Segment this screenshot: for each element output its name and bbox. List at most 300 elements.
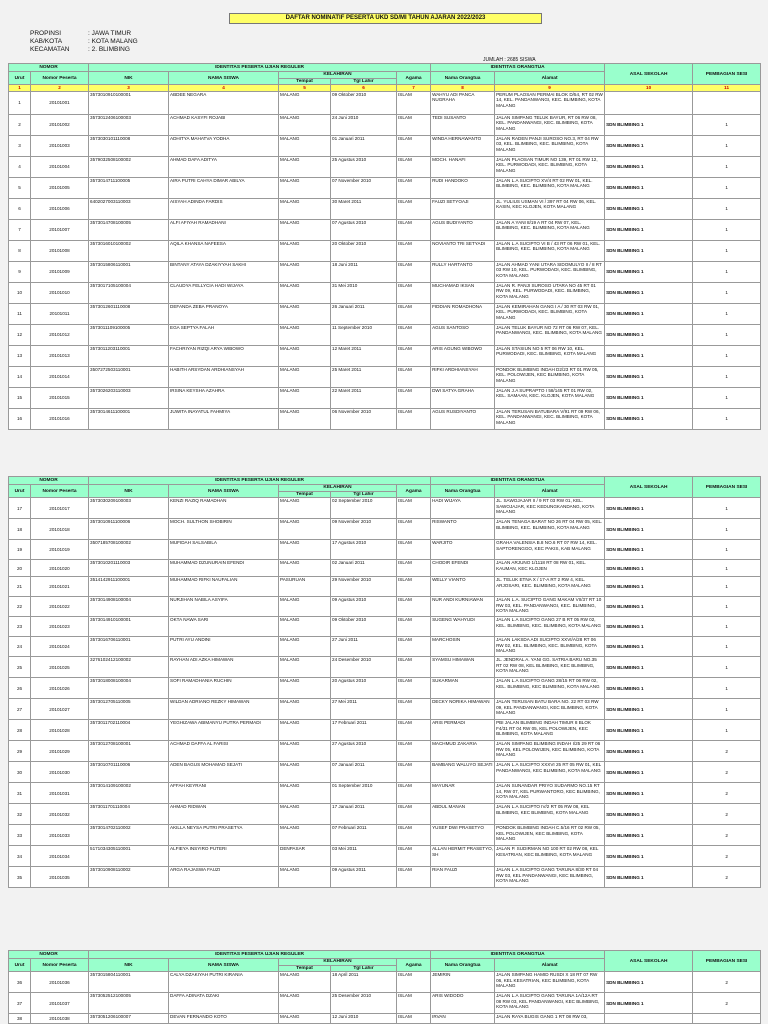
row-nik: 3573012601110008 bbox=[89, 303, 169, 324]
row-nomor-peserta: 20101031 bbox=[31, 783, 89, 804]
row-nama-siswa: MUFIDAH SALSABILA bbox=[169, 540, 279, 560]
row-nama-orangtua: JEMIRIN bbox=[431, 972, 495, 993]
table-row bbox=[9, 324, 761, 345]
table-row bbox=[9, 560, 761, 577]
row-nomor-peserta: 20101002 bbox=[31, 114, 89, 135]
row-sesi: 1 bbox=[693, 617, 761, 637]
row-nomor-peserta: 20101005 bbox=[31, 177, 89, 198]
row-nomor-peserta: 20101007 bbox=[31, 219, 89, 240]
table-row bbox=[9, 387, 761, 408]
row-alamat: PONDOK BLIMBING INDAH C.5/16 RT 02 RW 05, KEL POLOWIJEN, KEC BLIMBING, KOTA MALANG bbox=[495, 825, 605, 846]
row-asal-sekolah: SDN BLIMBING 1 bbox=[605, 240, 693, 261]
row-sesi: 1 bbox=[693, 387, 761, 408]
column-number: 11 bbox=[693, 85, 761, 91]
column-number: 2 bbox=[31, 85, 89, 91]
row-tempat: MALANG bbox=[279, 324, 331, 345]
table-row bbox=[9, 741, 761, 762]
row-nik: 3573010910100001 bbox=[89, 91, 169, 114]
row-nama-orangtua: MACHMUD ZAKARIA bbox=[431, 741, 495, 762]
row-nama-orangtua: MOCH. HANAFI bbox=[431, 156, 495, 177]
header-pembagian-sesi: PEMBAGIAN SESI bbox=[693, 951, 761, 972]
row-nomor-peserta: 20101018 bbox=[31, 519, 89, 540]
row-nama-siswa: DAFFA ADINATA DZAKI bbox=[169, 993, 279, 1014]
row-tempat: MALANG bbox=[279, 198, 331, 219]
row-sesi: 1 bbox=[693, 114, 761, 135]
header-nama-orangtua: Nama Orangtua bbox=[431, 959, 495, 972]
row-alamat: JALAN L.A. SUCIPTO GANG MAKAM VII/37 RT 10 RW 03, KEL. PANDANWANGI, KEC. BLIMBING, KOTA MALANG bbox=[495, 597, 605, 617]
row-nama-orangtua: HADI WIJAYA bbox=[431, 498, 495, 519]
student-table-2 bbox=[8, 476, 761, 888]
district-value: : 2. BLIMBING bbox=[88, 46, 130, 53]
table-row bbox=[9, 135, 761, 156]
row-nama-orangtua: MAYUNAR bbox=[431, 783, 495, 804]
row-sesi: 1 bbox=[693, 720, 761, 741]
row-nomor-peserta: 20101015 bbox=[31, 387, 89, 408]
row-asal-sekolah: SDN BLIMBING 1 bbox=[605, 261, 693, 282]
row-tgl-lahir: 02 September 2010 bbox=[331, 498, 397, 519]
row-nama-siswa: AIRA PUTRI CAHYA DIMAR ABILYA bbox=[169, 177, 279, 198]
row-alamat: JALAN L.A SUCIPTO XXXVI 25 RT 05 RW 01, KEL PANDANWANGI, KEC BLIMBING, KOTA MALANG bbox=[495, 762, 605, 783]
row-nama-orangtua: WELLY VIANTO bbox=[431, 577, 495, 597]
row-nomor-peserta: 20101010 bbox=[31, 282, 89, 303]
row-sesi: 1 bbox=[693, 540, 761, 560]
row-alamat: JALAN SUNANDAR PRIYO SUDARMO NO.15 RT 14, RW 07, KEL PURWANTORO, KEC BLIMBING, KOTA MALANG bbox=[495, 783, 605, 804]
row-nama-orangtua: FAUZI SETYOAJI bbox=[431, 198, 495, 219]
row-nomor-peserta: 20101037 bbox=[31, 993, 89, 1014]
row-asal-sekolah: SDN BLIMBING 1 bbox=[605, 762, 693, 783]
table-row bbox=[9, 156, 761, 177]
row-tgl-lahir: 03 Mei 2011 bbox=[331, 846, 397, 867]
row-nik: 3573015804110001 bbox=[89, 972, 169, 993]
row-tgl-lahir: 18 April 2011 bbox=[331, 972, 397, 993]
row-urut: 27 bbox=[9, 699, 31, 720]
row-nama-orangtua: FIDDIAN ROMADHONA bbox=[431, 303, 495, 324]
row-agama: ISLAM bbox=[397, 657, 431, 678]
row-tgl-lahir: 09 Agustus 2010 bbox=[331, 597, 397, 617]
row-alamat: JALAN L.A SUCIPTO GANG 27 B RT 05 RW 02, KEL. BLIMBING, KEC. BLIMBING, KOTA MALANG bbox=[495, 617, 605, 637]
row-agama: ISLAM bbox=[397, 846, 431, 867]
row-agama: ISLAM bbox=[397, 114, 431, 135]
row-sesi: 1 bbox=[693, 408, 761, 429]
row-urut: 15 bbox=[9, 387, 31, 408]
row-alamat: JALAN TELUK BAYUR NO 72 RT 06 RW 07, KEL. PANDANWANGI, KEC. BLIMBING, KOTA MALANG bbox=[495, 324, 605, 345]
row-asal-sekolah: SDN BLIMBING 1 bbox=[605, 177, 693, 198]
header-nama-orangtua: Nama Orangtua bbox=[431, 72, 495, 85]
row-urut: 23 bbox=[9, 617, 31, 637]
row-sesi: 1 bbox=[693, 699, 761, 720]
row-agama: ISLAM bbox=[397, 597, 431, 617]
table-row bbox=[9, 519, 761, 540]
row-tgl-lahir: 25 Desember 2010 bbox=[331, 993, 397, 1014]
header-identitas: IDENTITAS PESERTA UJIAN REGULER bbox=[89, 64, 431, 72]
row-urut: 25 bbox=[9, 657, 31, 678]
row-sesi: 2 bbox=[693, 783, 761, 804]
row-tempat: MALANG bbox=[279, 261, 331, 282]
row-nama-siswa: HABITH ARSYDAN ARDHIANSYAH bbox=[169, 366, 279, 387]
row-urut: 5 bbox=[9, 177, 31, 198]
row-sesi: 2 bbox=[693, 972, 761, 993]
row-nik: 3573014711100005 bbox=[89, 177, 169, 198]
table-row bbox=[9, 972, 761, 993]
row-tempat: MALANG bbox=[279, 637, 331, 657]
row-tgl-lahir: 07 Februari 2011 bbox=[331, 825, 397, 846]
row-nama-orangtua: AGUS SANTOSO bbox=[431, 324, 495, 345]
row-nama-siswa: ALFI AFIYAH RAMADHANI bbox=[169, 219, 279, 240]
row-tgl-lahir: 25 Agustus 2010 bbox=[331, 156, 397, 177]
row-tempat: MALANG bbox=[279, 240, 331, 261]
row-nomor-peserta: 20101030 bbox=[31, 762, 89, 783]
row-agama: ISLAM bbox=[397, 135, 431, 156]
row-asal-sekolah: SDN BLIMBING 1 bbox=[605, 135, 693, 156]
row-alamat: JALAN L.A SUCIPTO GANG 28/15 RT 06 RW 02, KEL. BLIMBING, KEC BLIMBING, KOTA MALANG bbox=[495, 678, 605, 699]
row-tempat: MALANG bbox=[279, 540, 331, 560]
row-nama-siswa: ACHMAD DAFFA AL FARISI bbox=[169, 741, 279, 762]
row-agama: ISLAM bbox=[397, 540, 431, 560]
row-sesi: 2 bbox=[693, 993, 761, 1014]
row-nama-orangtua: RIAN FAUZI bbox=[431, 867, 495, 888]
row-nik: 3573030101110008 bbox=[89, 135, 169, 156]
row-nik: 5171034305110001 bbox=[89, 846, 169, 867]
row-alamat: JALAN P. SUDIRMAN NO 100 RT 02 RW 08, KEL KESATRIAN, KEC BLIMBING, KOTA MALANG bbox=[495, 846, 605, 867]
header-alamat: Alamat bbox=[495, 72, 605, 85]
row-urut: 3 bbox=[9, 135, 31, 156]
row-nama-siswa: OKTA NAWA SARI bbox=[169, 617, 279, 637]
row-agama: ISLAM bbox=[397, 762, 431, 783]
row-alamat: JALAN J.A SUPRAPTO I 58/145 RT 01 RW 02, KEL. SAMAAN, KEC. KLOJEN, KOTA MALANG bbox=[495, 387, 605, 408]
row-nik: 3276102412100002 bbox=[89, 657, 169, 678]
row-nik: 3573014910100001 bbox=[89, 617, 169, 637]
row-nik: 3573010908110002 bbox=[89, 867, 169, 888]
row-agama: ISLAM bbox=[397, 825, 431, 846]
row-tempat: MALANG bbox=[279, 993, 331, 1014]
row-sesi: 1 bbox=[693, 345, 761, 366]
row-alamat: JALAN TERUSAN BATUBARA V/91 RT 09 RW 06, KEL. PANDANWANGI, KEC. BLIMBING, KOTA MALANG bbox=[495, 408, 605, 429]
row-nomor-peserta: 20101008 bbox=[31, 240, 89, 261]
row-nomor-peserta: 20101017 bbox=[31, 498, 89, 519]
table-row bbox=[9, 804, 761, 825]
table-row bbox=[9, 540, 761, 560]
row-tempat: MALANG bbox=[279, 156, 331, 177]
header-nik: NIK bbox=[89, 959, 169, 972]
header-urut: Urut bbox=[9, 72, 31, 85]
row-alamat: JALAN KEMIRAHAN GANG I A / 30 RT 03 RW 01, KEL. PURWODADI, KEC. BLIMBING, KOTA MALANG bbox=[495, 303, 605, 324]
header-nomor: NOMOR bbox=[9, 64, 89, 72]
row-asal-sekolah: SDN BLIMBING 1 bbox=[605, 678, 693, 699]
row-nomor-peserta: 20101028 bbox=[31, 720, 89, 741]
row-tgl-lahir: 07 Agustus 2010 bbox=[331, 219, 397, 240]
row-nomor-peserta: 20101032 bbox=[31, 804, 89, 825]
row-tgl-lahir: 01 September 2010 bbox=[331, 783, 397, 804]
row-tempat: MALANG bbox=[279, 498, 331, 519]
row-nama-orangtua: RIFKI ARDHIANSYAH bbox=[431, 366, 495, 387]
header-tempat: Tempat bbox=[279, 492, 331, 498]
row-nomor-peserta: 20101004 bbox=[31, 156, 89, 177]
row-tgl-lahir: 02 Januari 2011 bbox=[331, 560, 397, 577]
row-sesi: 1 bbox=[693, 135, 761, 156]
row-tgl-lahir: 31 Mei 2010 bbox=[331, 282, 397, 303]
header-asal-sekolah: ASAL SEKOLAH bbox=[605, 477, 693, 498]
row-asal-sekolah: SDN BLIMBING 1 bbox=[605, 972, 693, 993]
row-tgl-lahir: 09 November 2010 bbox=[331, 519, 397, 540]
row-agama: ISLAM bbox=[397, 156, 431, 177]
column-number: 1 bbox=[9, 85, 31, 91]
row-nama-orangtua: SUGENG WAHYUDI bbox=[431, 617, 495, 637]
row-sesi bbox=[693, 1014, 761, 1024]
row-tempat: MALANG bbox=[279, 1014, 331, 1024]
row-tgl-lahir: 24 Desember 2010 bbox=[331, 657, 397, 678]
student-total: JUMLAH : 2685 SISWA bbox=[483, 57, 536, 63]
row-nik: 3573014109100002 bbox=[89, 783, 169, 804]
row-nomor-peserta: 20101013 bbox=[31, 345, 89, 366]
table-row bbox=[9, 657, 761, 678]
row-sesi: 2 bbox=[693, 762, 761, 783]
row-nama-orangtua: RISWANTO bbox=[431, 519, 495, 540]
row-alamat: PERUM PLAOSAN PERMAI BLOK D/54, RT 02 RW 14, KEL. PANDANWANGI, KEC. BLIMBING, KOTA MALANG bbox=[495, 91, 605, 114]
row-tempat: MALANG bbox=[279, 867, 331, 888]
header-tempat: Tempat bbox=[279, 966, 331, 972]
header-orangtua: IDENTITAS ORANGTUA bbox=[431, 477, 605, 485]
row-tempat: MALANG bbox=[279, 678, 331, 699]
row-nik: 3573010201110003 bbox=[89, 560, 169, 577]
row-sesi: 2 bbox=[693, 804, 761, 825]
row-tempat: MALANG bbox=[279, 825, 331, 846]
row-asal-sekolah: SDN BLIMBING 1 bbox=[605, 345, 693, 366]
row-asal-sekolah: SDN BLIMBING 1 bbox=[605, 540, 693, 560]
row-nama-siswa: AQILA KHANSA NAFEESA bbox=[169, 240, 279, 261]
row-sesi: 1 bbox=[693, 597, 761, 617]
row-agama: ISLAM bbox=[397, 617, 431, 637]
column-number: 3 bbox=[89, 85, 169, 91]
row-tempat: MALANG bbox=[279, 177, 331, 198]
row-nama-siswa: ABDEE NEGARA bbox=[169, 91, 279, 114]
row-tempat: MALANG bbox=[279, 720, 331, 741]
row-nik: 3514142911100001 bbox=[89, 577, 169, 597]
row-alamat: JALAN PLAOSAN TIMUR NO 139, RT 01 RW 12, KEL. PURWODADI, KEC. BLIMBING, KOTA MALANG bbox=[495, 156, 605, 177]
column-number: 8 bbox=[431, 85, 495, 91]
header-nomor-peserta: Nomor Peserta bbox=[31, 485, 89, 498]
province-value: : JAWA TIMUR bbox=[88, 30, 132, 37]
row-nama-siswa: ALFIEYA INSYIRO PUTERI bbox=[169, 846, 279, 867]
row-alamat: PBI JALAN BLIMBING INDAH TIMUR 8 BLOK F4/31 RT 04 RW 05, KEL POLOWIJEN, KEC BLIMBING, KOTA MALANG bbox=[495, 720, 605, 741]
row-tempat: PASURUAN bbox=[279, 577, 331, 597]
row-alamat: JL. JENDRAL A. YANI GG. SATRIA BARU NO.35 RT 02 RW 08, KEL BLIMBING, KEC BLIMBING, KOTA MALANG bbox=[495, 657, 605, 678]
row-sesi: 2 bbox=[693, 846, 761, 867]
column-number: 6 bbox=[331, 85, 397, 91]
row-agama: ISLAM bbox=[397, 240, 431, 261]
region-info bbox=[30, 30, 138, 54]
row-nomor-peserta: 20101023 bbox=[31, 617, 89, 637]
row-agama: ISLAM bbox=[397, 282, 431, 303]
row-alamat: JALAN L.A SUCIPTO GANG TARUNA 8/30 RT 04 RW 03, KEL PANDANWANGI, KEC BLIMBING, KOTA MALANG bbox=[495, 867, 605, 888]
row-asal-sekolah: SDN BLIMBING 1 bbox=[605, 219, 693, 240]
row-nama-siswa: ARGA RAJASWA FAUZI bbox=[169, 867, 279, 888]
row-agama: ISLAM bbox=[397, 560, 431, 577]
student-table-3 bbox=[8, 950, 761, 1024]
row-asal-sekolah: SDN BLIMBING 1 bbox=[605, 282, 693, 303]
row-tempat: MALANG bbox=[279, 804, 331, 825]
row-tempat: MALANG bbox=[279, 519, 331, 540]
row-sesi: 1 bbox=[693, 198, 761, 219]
row-asal-sekolah: SDN BLIMBING 1 bbox=[605, 519, 693, 540]
row-nama-siswa: DEFANDA ZEBA PRANOYA bbox=[169, 303, 279, 324]
column-number: 7 bbox=[397, 85, 431, 91]
row-sesi: 2 bbox=[693, 825, 761, 846]
row-alamat: JALAN TENAGA BARAT NO 26 RT 04 RW 05, KEL. BLIMBING, KEC. BLIMBING, KOTA MALANG bbox=[495, 519, 605, 540]
row-agama: ISLAM bbox=[397, 408, 431, 429]
row-sesi: 1 bbox=[693, 324, 761, 345]
row-agama: ISLAM bbox=[397, 1014, 431, 1024]
row-tempat: MALANG bbox=[279, 762, 331, 783]
header-urut: Urut bbox=[9, 959, 31, 972]
row-nomor-peserta: 20101019 bbox=[31, 540, 89, 560]
row-alamat: JALAN SIMPANG BLIMBING INDAH I/25 29 RT 06 RW 05, KEL POLOWIJEN, KEC BLIMBING, KOTA MALANG bbox=[495, 741, 605, 762]
row-tgl-lahir: 20 Oktober 2010 bbox=[331, 240, 397, 261]
table-row bbox=[9, 783, 761, 804]
column-number: 4 bbox=[169, 85, 279, 91]
table-row bbox=[9, 678, 761, 699]
row-tgl-lahir: 26 Januari 2011 bbox=[331, 303, 397, 324]
row-tempat: MALANG bbox=[279, 345, 331, 366]
row-tgl-lahir: 12 Maret 2011 bbox=[331, 345, 397, 366]
row-tgl-lahir: 06 November 2010 bbox=[331, 408, 397, 429]
row-urut: 17 bbox=[9, 498, 31, 519]
row-sesi: 1 bbox=[693, 498, 761, 519]
row-nik: 3573026203110003 bbox=[89, 387, 169, 408]
row-nik: 3573012708100001 bbox=[89, 741, 169, 762]
row-nama-orangtua: NOVIANTO TRI SETYADI bbox=[431, 240, 495, 261]
row-asal-sekolah: SDN BLIMBING 1 bbox=[605, 720, 693, 741]
row-nama-orangtua: BAMBANG WALUYO SEJATI bbox=[431, 762, 495, 783]
row-urut: 22 bbox=[9, 597, 31, 617]
row-urut: 37 bbox=[9, 993, 31, 1014]
row-nama-siswa: BINTANY ATAYA DZAKIYYAH SAKHI bbox=[169, 261, 279, 282]
header-kelahiran: KELAHIRAN bbox=[279, 485, 397, 492]
row-nomor-peserta: 20101006 bbox=[31, 198, 89, 219]
row-sesi: 1 bbox=[693, 177, 761, 198]
city-value: : KOTA MALANG bbox=[88, 38, 138, 45]
row-alamat: JL. YULIUS USMAN VI / 397 RT 04 RW 06, KEL. KASIN, KEC KLOJEN, KOTA MALANG bbox=[495, 198, 605, 219]
row-urut: 32 bbox=[9, 804, 31, 825]
row-nomor-peserta: 20101003 bbox=[31, 135, 89, 156]
header-asal-sekolah: ASAL SEKOLAH bbox=[605, 64, 693, 85]
row-asal-sekolah: SDN BLIMBING 1 bbox=[605, 617, 693, 637]
row-tempat: MALANG bbox=[279, 282, 331, 303]
row-agama: ISLAM bbox=[397, 387, 431, 408]
header-alamat: Alamat bbox=[495, 485, 605, 498]
row-nomor-peserta: 20101025 bbox=[31, 657, 89, 678]
row-tgl-lahir: 09 Oktober 2010 bbox=[331, 617, 397, 637]
row-nomor-peserta: 20101020 bbox=[31, 560, 89, 577]
row-nama-orangtua: YUSEF DWI PRASETYO bbox=[431, 825, 495, 846]
row-urut: 21 bbox=[9, 577, 31, 597]
header-identitas: IDENTITAS PESERTA UJIAN REGULER bbox=[89, 951, 431, 959]
row-nama-siswa: CLAUDYA FELLYCIA HADI WIJAYA bbox=[169, 282, 279, 303]
row-tgl-lahir: 01 Januari 2011 bbox=[331, 135, 397, 156]
row-nama-siswa: JUWITA INAYATUL FAHMIYA bbox=[169, 408, 279, 429]
row-agama: ISLAM bbox=[397, 972, 431, 993]
row-asal-sekolah: SDN BLIMBING 1 bbox=[605, 825, 693, 846]
row-tgl-lahir: 30 Maret 2011 bbox=[331, 198, 397, 219]
table-row bbox=[9, 261, 761, 282]
row-urut: 30 bbox=[9, 762, 31, 783]
row-nama-siswa: ADEN BAGUS MOHAMAD SEJATI bbox=[169, 762, 279, 783]
header-nomor: NOMOR bbox=[9, 477, 89, 485]
header-alamat: Alamat bbox=[495, 959, 605, 972]
header-nomor: NOMOR bbox=[9, 951, 89, 959]
row-tempat: MALANG bbox=[279, 219, 331, 240]
row-nama-siswa: YEGHIZAWA ABIMANYU PUTRA PERMADI bbox=[169, 720, 279, 741]
row-nomor-peserta: 20101016 bbox=[31, 408, 89, 429]
row-nama-siswa: PUTRI AYU ANDINI bbox=[169, 637, 279, 657]
row-tempat: DENPASAR bbox=[279, 846, 331, 867]
row-urut: 14 bbox=[9, 366, 31, 387]
header-identitas: IDENTITAS PESERTA UJIAN REGULER bbox=[89, 477, 431, 485]
row-nama-orangtua: ARIS AGUNG WIBOWO bbox=[431, 345, 495, 366]
table-row bbox=[9, 303, 761, 324]
row-nik: 3573018008100004 bbox=[89, 678, 169, 699]
row-tempat: MALANG bbox=[279, 387, 331, 408]
row-nik: 3573051206100007 bbox=[89, 1014, 169, 1024]
row-nama-orangtua: SYAMSU HIMAWAN bbox=[431, 657, 495, 678]
row-nomor-peserta: 20101036 bbox=[31, 972, 89, 993]
table-row bbox=[9, 1014, 761, 1024]
row-nama-siswa: KENZI RAZIQ RAMADHAN bbox=[169, 498, 279, 519]
row-nama-orangtua: MUCHAMAD IKSAN bbox=[431, 282, 495, 303]
row-sesi: 1 bbox=[693, 519, 761, 540]
row-agama: ISLAM bbox=[397, 867, 431, 888]
row-tgl-lahir: 25 Maret 2011 bbox=[331, 366, 397, 387]
row-tgl-lahir: 17 Februari 2011 bbox=[331, 720, 397, 741]
row-tempat: MALANG bbox=[279, 699, 331, 720]
row-nama-orangtua: WAHYU ADI PANCA NUGRAHA bbox=[431, 91, 495, 114]
row-nama-siswa: IRSINA KEYSHA AZAHRA bbox=[169, 387, 279, 408]
row-alamat: JALAN L.A SUCIPTO GANG TARUNA 1A/12A RT 08 RW 03, KEL PANDANWANGI, KEC BLIMBING, KOTA MALANG bbox=[495, 993, 605, 1014]
row-nomor-peserta: 20101011 bbox=[31, 303, 89, 324]
header-nomor-peserta: Nomor Peserta bbox=[31, 959, 89, 972]
row-tgl-lahir: 09 Oktober 2010 bbox=[331, 91, 397, 114]
row-nik: 3573014708100005 bbox=[89, 219, 169, 240]
row-asal-sekolah: SDN BLIMBING 1 bbox=[605, 303, 693, 324]
row-nama-siswa: CALYA DZAKIYAH PUTRI KIRANIA bbox=[169, 972, 279, 993]
table-row bbox=[9, 867, 761, 888]
row-nama-siswa: AKILLA NEYSA PUTRI PRASETYA bbox=[169, 825, 279, 846]
row-tempat: MALANG bbox=[279, 617, 331, 637]
row-alamat: JALAN L.A SUCIPTO IV/2 RT 05 RW 08, KEL BLIMBING, KEC BLIMBING, KOTA MALANG bbox=[495, 804, 605, 825]
row-asal-sekolah: SDN BLIMBING 1 bbox=[605, 867, 693, 888]
row-tgl-lahir: 07 November 2010 bbox=[331, 177, 397, 198]
row-alamat: JALAN LAKSDA ADI SUCIPTO XXVI/A/28 RT 06 RW 02, KEL. BLIMBING, KEC. BLIMBING, KOTA MALANG bbox=[495, 637, 605, 657]
row-asal-sekolah: SDN BLIMBING 1 bbox=[605, 198, 693, 219]
row-nama-orangtua: ABDUL MANAN bbox=[431, 804, 495, 825]
column-number: 9 bbox=[495, 85, 605, 91]
row-asal-sekolah: SDN BLIMBING 1 bbox=[605, 387, 693, 408]
row-nik: 3573014908100004 bbox=[89, 597, 169, 617]
row-nik: 3573012406100003 bbox=[89, 114, 169, 135]
row-nik: 3573010701110006 bbox=[89, 762, 169, 783]
row-sesi: 1 bbox=[693, 156, 761, 177]
row-nomor-peserta: 20101009 bbox=[31, 261, 89, 282]
row-nomor-peserta: 20101021 bbox=[31, 577, 89, 597]
header-asal-sekolah: ASAL SEKOLAH bbox=[605, 951, 693, 972]
row-nama-siswa: FACHRIYAN RIZQI ARYA WIBOWO bbox=[169, 345, 279, 366]
row-nama-siswa: RAYHAN ADI AZKA HIMAWAN bbox=[169, 657, 279, 678]
row-sesi: 1 bbox=[693, 637, 761, 657]
row-urut: 18 bbox=[9, 519, 31, 540]
row-sesi: 1 bbox=[693, 303, 761, 324]
header-pembagian-sesi: PEMBAGIAN SESI bbox=[693, 64, 761, 85]
table-row bbox=[9, 198, 761, 219]
row-tgl-lahir: 09 Agustus 2011 bbox=[331, 867, 397, 888]
